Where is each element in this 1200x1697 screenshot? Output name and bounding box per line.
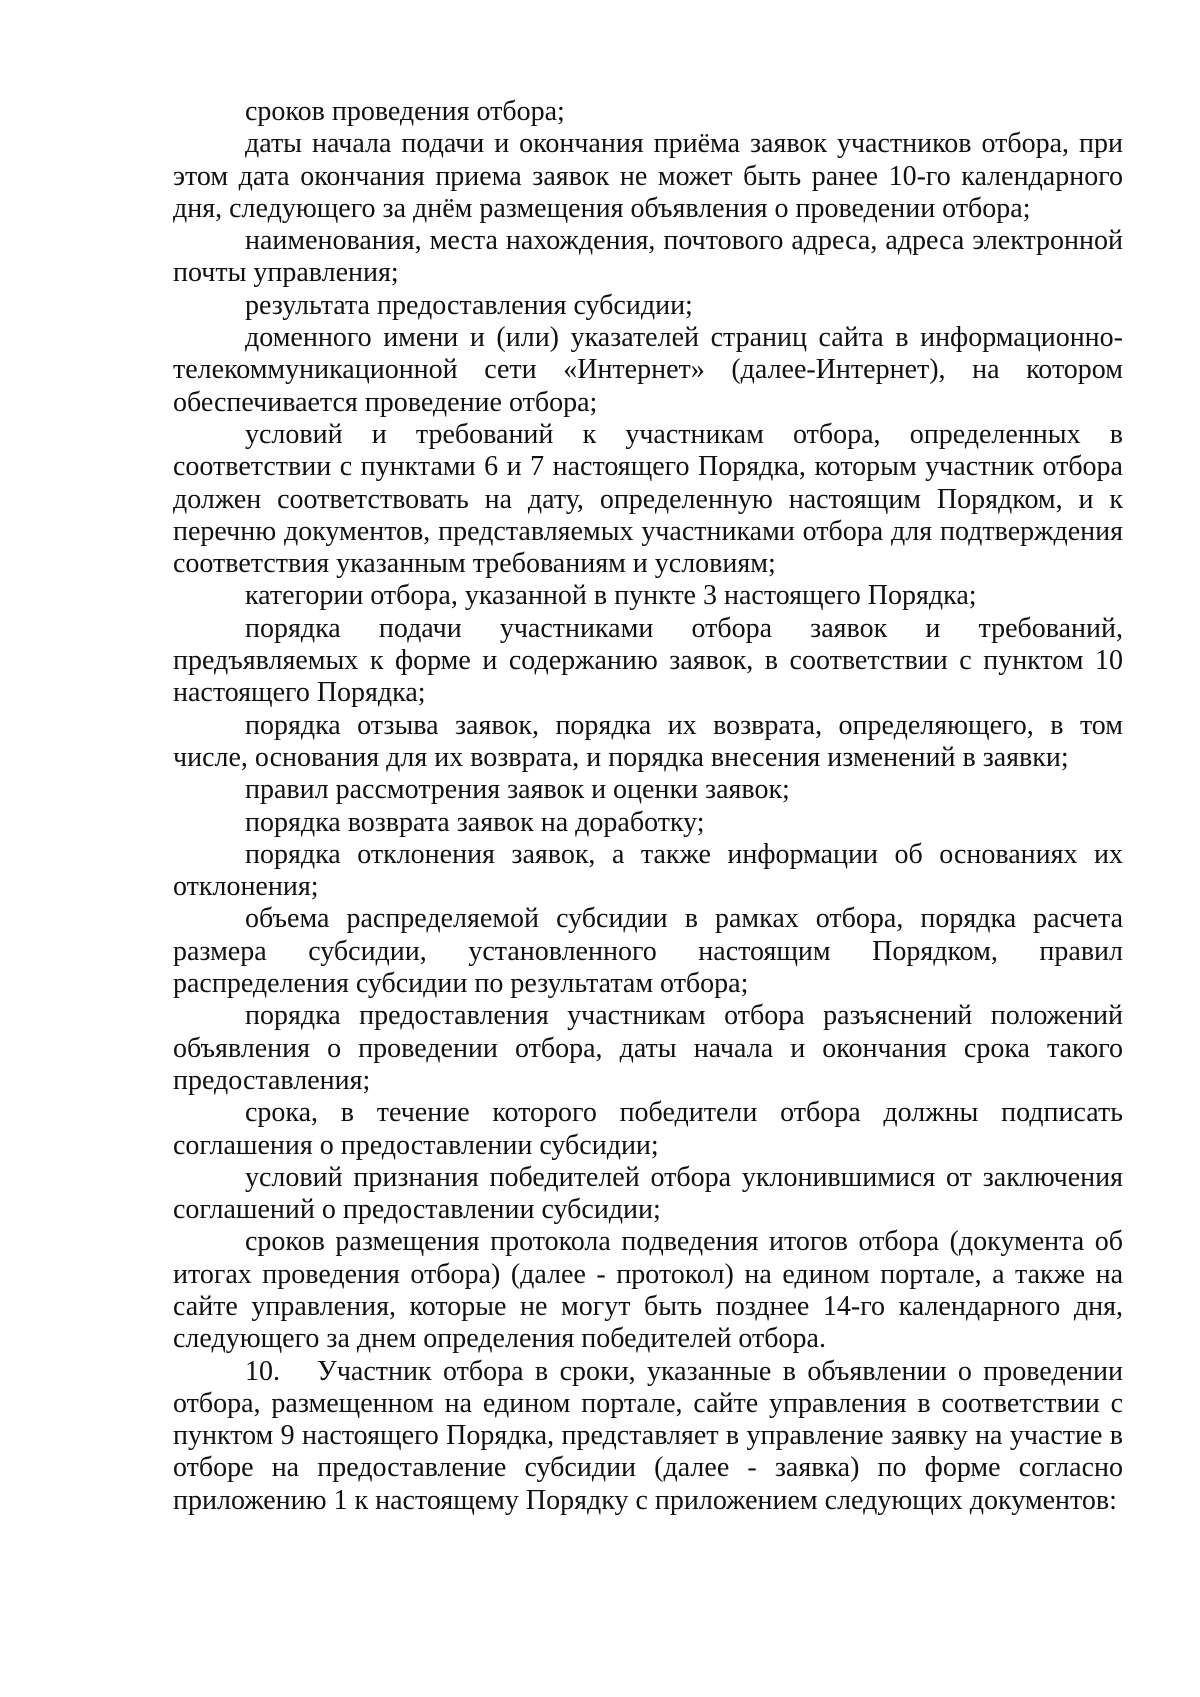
paragraph: сроков проведения отбора;: [245, 96, 565, 127]
paragraph: порядка возврата заявок на доработку;: [245, 806, 705, 838]
paragraph: порядка предоставления участникам отбора разъяснений положений объявления о проведении отбора, даты начала и окончания срока такого предоставления;: [173, 1000, 1123, 1096]
paragraph: порядка отклонения заявок, а также информации об основаниях их отклонения;: [173, 838, 1123, 903]
paragraph: доменного имени и (или) указателей страниц сайта в информационно-телекоммуникационной сети «Интернет» (далее-Интернет), на котором обеспечивается проведение отбора;: [173, 322, 1123, 418]
paragraph: категории отбора, указанной в пункте 3 настоящего Порядка;: [245, 580, 977, 612]
paragraph: даты начала подачи и окончания приёма заявок участников отбора, при этом дата окончания приема заявок не может быть ранее 10-го календарного дня, следующего за днём размещения объявления о проведении отбора;: [173, 128, 1123, 224]
paragraph: порядка подачи участниками отбора заявок и требований, предъявляемых к форме и содержанию заявок, в соответствии с пунктом 10 настоящего Порядка;: [173, 612, 1123, 709]
numbered-paragraph-10: [173, 1356, 1123, 1517]
paragraph: порядка отзыва заявок, порядка их возврата, определяющего, в том числе, основания для их возврата, и порядка внесения изменений в заявки;: [173, 709, 1123, 773]
paragraph: условий и требований к участникам отбора, определенных в соответствии с пунктами 6 и 7 настоящего Порядка, которым участник отбора должен соответствовать на дату, определенную настоящим Порядком, и к перечню документов, представляемых участниками отбора для подтверждения соответствия указанным требованиям и условиям;: [173, 418, 1123, 580]
paragraph: наименования, места нахождения, почтового адреса, адреса электронной почты управления;: [173, 225, 1123, 289]
paragraph-number: 10.: [245, 1355, 280, 1387]
paragraph: результата предоставления субсидии;: [245, 289, 693, 321]
document-page: [173, 96, 1123, 1517]
paragraph: правил рассмотрения заявок и оценки заявок;: [245, 774, 790, 806]
paragraph: условий признания победителей отбора уклонившимися от заключения соглашений о предоставлении субсидии;: [173, 1161, 1123, 1226]
paragraph: срока, в течение которого победители отбора должны подписать соглашения о предоставлении субсидии;: [173, 1097, 1123, 1161]
paragraph-text: Участник отбора в сроки, указанные в объявлении о проведении отбора, размещенном на едином портале, сайте управления в соответствии с пунктом 9 настоящего Порядка, представляет в управление заявку на участие в отборе на предоставление субсидии (далее - заявка) по форме согласно приложению 1 к настоящему Порядку с приложением следующих документов:: [173, 1355, 1123, 1516]
paragraph: сроков размещения протокола подведения итогов отбора (документа об итогах проведения отбора) (далее - протокол) на едином портале, а также на сайте управления, которые не могут быть позднее 14-го календарного дня, следующего за днем определения победителей отбора.: [173, 1226, 1123, 1355]
paragraph: объема распределяемой субсидии в рамках отбора, порядка расчета размера субсидии, установленного настоящим Порядком, правил распределения субсидии по результатам отбора;: [173, 903, 1123, 1000]
